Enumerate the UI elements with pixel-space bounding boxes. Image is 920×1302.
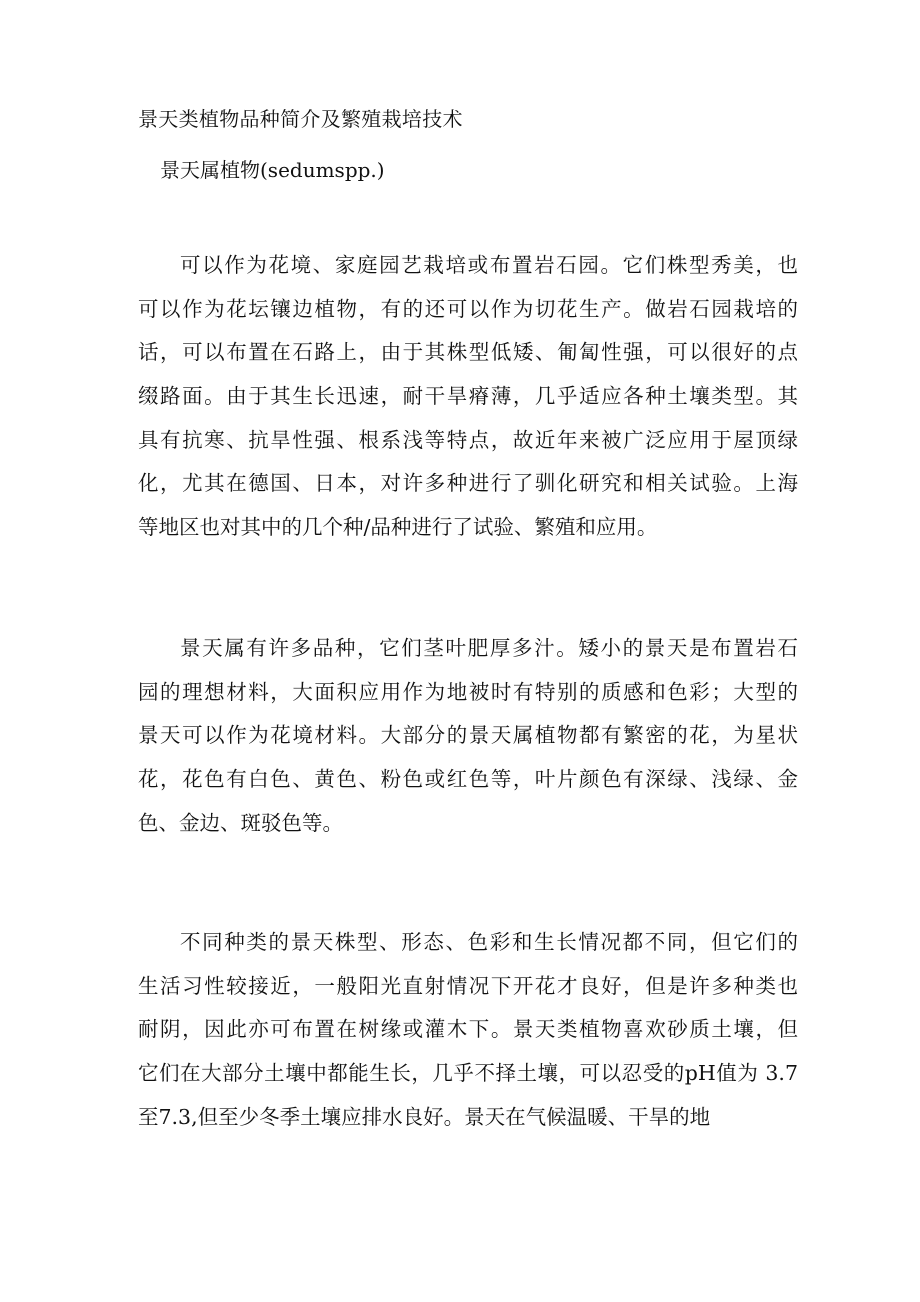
paragraph-line: 化，尤其在德国、日本，对许多种进行了驯化研究和相关试验。上海 (138, 471, 798, 496)
paragraph-line: 生活习性较接近，一般阳光直射情况下开花才良好，但是许多种类也 (138, 973, 798, 998)
paragraph-3 (138, 921, 798, 1139)
paragraph-line: 至7.3,但至少冬季土壤应排水良好。景天在气候温暖、干旱的地 (138, 1104, 711, 1129)
paragraph-line: 景天可以作为花境材料。大部分的景天属植物都有繁密的花，为星状 (138, 723, 798, 748)
document-title: 景天类植物品种简介及繁殖栽培技术 (138, 107, 463, 131)
paragraph-line: 花，花色有白色、黄色、粉色或红色等，叶片颜色有深绿、浅绿、金 (138, 767, 798, 792)
paragraph-line: 可以作为花境、家庭园艺栽培或布置岩石园。它们株型秀美，也 (180, 253, 798, 277)
paragraph-line: 耐阴，因此亦可布置在树缘或灌木下。景天类植物喜欢砂质土壤，但 (138, 1017, 798, 1042)
paragraph-2 (138, 627, 798, 845)
paragraph-line: 缀路面。由于其生长迅速，耐干旱瘠薄，几乎适应各种土壤类型。其 (138, 384, 798, 409)
paragraph-line: 景天属有许多品种，它们茎叶肥厚多汁。矮小的景天是布置岩石 (180, 636, 798, 660)
paragraph-1 (138, 244, 798, 550)
paragraph-line: 话，可以布置在石路上，由于其株型低矮、匍匐性强，可以很好的点 (138, 340, 798, 365)
paragraph-line: 色、金边、斑驳色等。 (138, 810, 343, 835)
paragraph-line: 具有抗寒、抗旱性强、根系浅等特点，故近年来被广泛应用于屋顶绿 (138, 427, 798, 452)
document-subtitle: 景天属植物(sedumspp.) (160, 158, 385, 182)
paragraph-line: 它们在大部分土壤中都能生长，几乎不择土壤，可以忍受的pH值为 3.7 (138, 1061, 798, 1086)
paragraph-line: 不同种类的景天株型、形态、色彩和生长情况都不同，但它们的 (180, 930, 798, 954)
paragraph-line: 园的理想材料，大面积应用作为地被时有特别的质感和色彩；大型的 (138, 679, 798, 704)
paragraph-line: 可以作为花坛镶边植物，有的还可以作为切花生产。做岩石园栽培的 (138, 296, 798, 321)
paragraph-line: 等地区也对其中的几个种/品种进行了试验、繁殖和应用。 (138, 515, 658, 540)
